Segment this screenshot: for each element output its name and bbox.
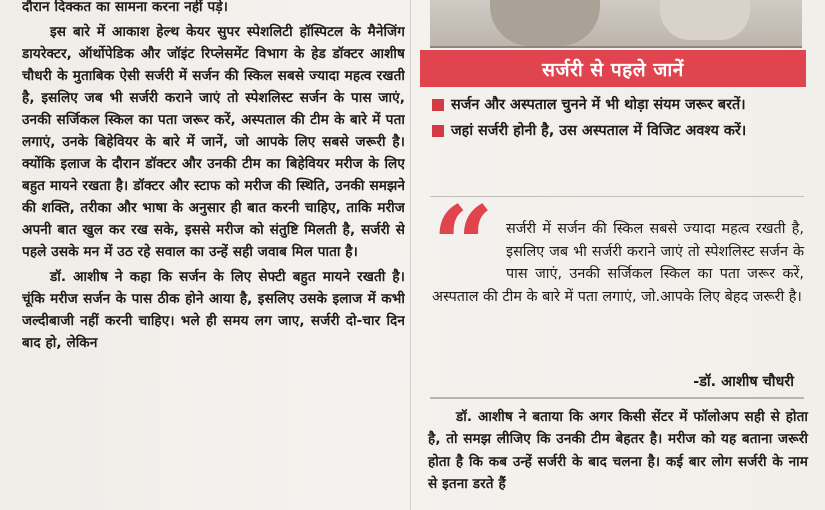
tip-text: सर्जन और अस्पताल चुनने में भी थोड़ा संयम जरूर बरतें। [451, 97, 746, 113]
tip-item [432, 120, 806, 142]
quote-mark-icon: “ [432, 183, 495, 309]
column-divider [410, 0, 411, 510]
article-paragraph-1: दौरान दिक्कत का सामना करना नहीं पड़े। [22, 0, 228, 15]
article-paragraph-3: डॉ. आशीष ने कहा कि सर्जन के लिए सेफ्टी बहुत मायने रखती है। चूंकि मरीज सर्जन के पास ठीक होने आया है, इसलिए उसके इलाज में कभी जल्दीबाजी नहीं करनी चाहिए। भले ही समय लग जाए, सर्जरी दो-चार दिन बाद हो, लेकिन [22, 269, 405, 351]
left-article-column [22, 0, 405, 510]
right-article-body [428, 406, 808, 496]
square-bullet-icon [432, 125, 444, 137]
pull-quote [432, 183, 804, 394]
article-paragraph-4: डॉ. आशीष ने बताया कि अगर किसी सेंटर में फॉलोअप सही से होता है, तो समझ लीजिए कि उनकी टीम बेहतर है। मरीज को यह बताना जरूरी होता है कि कब उन्हें सर्जरी के बाद चलना है। कई बार लोग सर्जरी के नाम से इतना डरते हैं [428, 409, 808, 493]
photo-background-shape [660, 0, 750, 40]
tip-text: जहां सर्जरी होनी है, उस अस्पताल में विजिट अवश्य करें। [451, 123, 747, 139]
quote-text: सर्जरी में सर्जन की स्किल सबसे ज्यादा महत्व रखती है, इसलिए जब भी सर्जरी कराने जाएं तो स्पेशलिस्ट सर्जन के पास जाएं, उनकी सर्जिकल स्किल का पता जरूर करें, अस्पताल की टीम के बारे में पता लगाएं, जो.आपके लिए बेहद जरूरी है। [432, 221, 804, 305]
sidebar-banner-title: सर्जरी से पहले जानें [420, 50, 806, 87]
quote-author: -डॉ. आशीष चौधरी [693, 374, 794, 390]
right-column [418, 0, 810, 510]
photo-figure [490, 0, 600, 46]
doctor-photo [430, 0, 802, 48]
tips-list [432, 94, 806, 146]
square-bullet-icon [432, 99, 444, 111]
section-divider [430, 397, 804, 399]
tip-item [432, 94, 806, 116]
article-paragraph-2: इस बारे में आकाश हेल्थ केयर सुपर स्पेशलिटी हॉस्पिटल के मैनेजिंग डायरेक्टर, ऑर्थोपेडिक और जॉइंट रिप्लेसमेंट विभाग के हेड डॉक्टर आशीष चौधरी के मुताबिक ऐसी सर्जरी में सर्जन की स्किल सबसे ज्यादा महत्व रखती है, इसलिए जब भी सर्जरी कराने जाएं तो स्पेशलिस्ट सर्जन के पास जाएं, उनकी सर्जिकल स्किल का पता जरूर करें, अस्पताल की टीम के बारे में पता लगाएं, उनके बिहेवियर के बारे में जानें, जो आपके लिए सबसे जरूरी है। क्योंकि इलाज के दौरान डॉक्टर और उनकी टीम का बिहेवियर मरीज के लिए बहुत मायने रखता है। डॉक्टर और स्टाफ को मरीज की स्थिति, उनकी समझने की शक्ति, तरीका और भाषा के अनुसार ही बात करनी चाहिए, ताकि मरीज अपनी बात खुल कर रख सके, इससे मरीज को संतुष्टि मिलती है, सर्जरी से पहले उसके मन में उठ रहे सवाल का उन्हें सही जवाब मिल पाता है। [22, 24, 405, 260]
